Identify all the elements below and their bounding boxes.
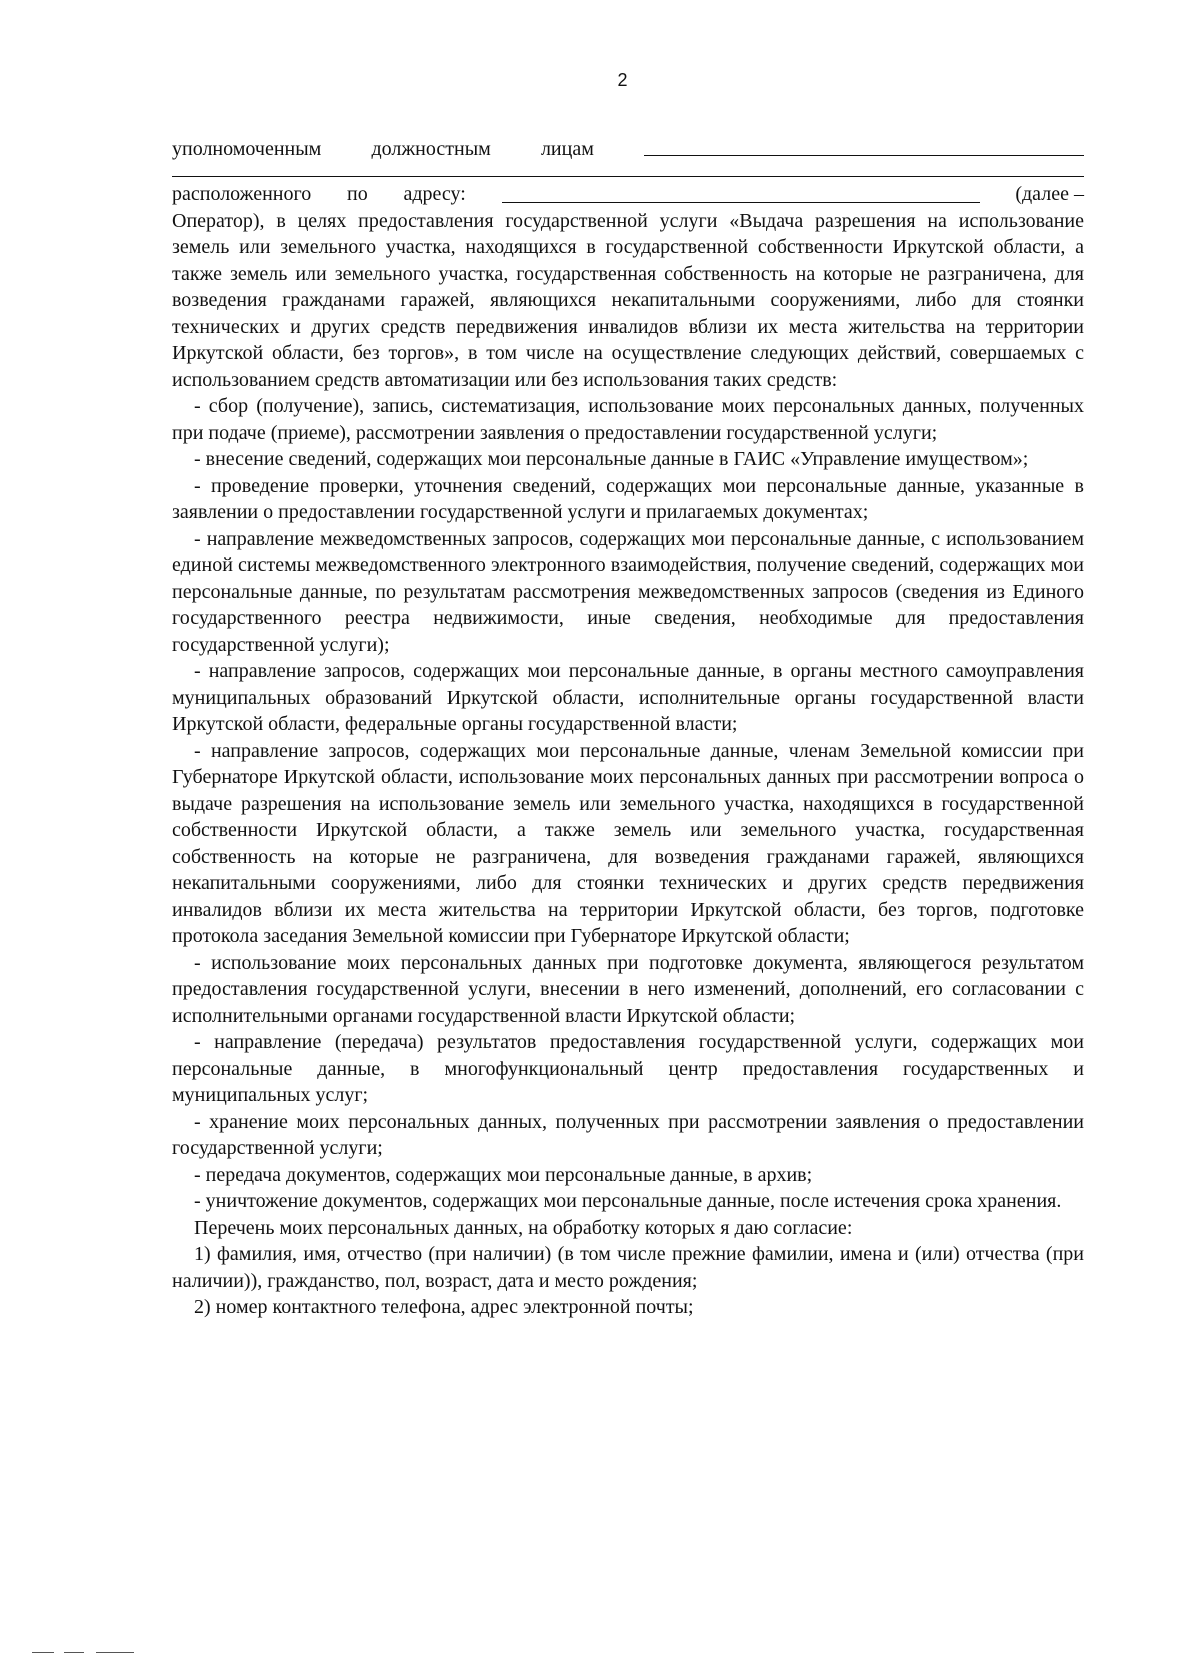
paragraph-destruction: - уничтожение документов, содержащих мои персональные данные, после истечения срока хранения. bbox=[194, 1190, 1062, 1212]
paragraph-mfc-transfer: - направление (передача) результатов предоставления государственной услуги, содержащих мои персональные данные, в многофункциональный центр предоставления государственных и муниципальных услуг; bbox=[172, 1031, 1084, 1106]
paragraph-data-item-1: 1) фамилия, имя, отчество (при наличии) (в том числе прежние фамилии, имена и (или) отчества (при наличии)), гражданство, пол, возраст, дата и место рождения; bbox=[172, 1243, 1084, 1292]
address-blank bbox=[502, 182, 980, 203]
address-label-2: по bbox=[346, 183, 368, 205]
header-word-1: уполномоченным bbox=[172, 137, 322, 160]
address-suffix: (далее – bbox=[1015, 183, 1084, 205]
paragraph-land-commission: - направление запросов, содержащих мои персональные данные, членам Земельной комиссии при Губернаторе Иркутской области, использование моих персональных данных при рассмотрении вопроса о выдаче разрешения на использование земель или земельного участка, находящихся в государственной собственности Иркутской области, а также земель или земельного участка, государственная собственность на которые не разграничена, для возведения гражданами гаражей, являющихся некапитальными сооружениями, либо для стоянки технических и других средств передвижения инвалидов вблизи их места жительства на территории Иркутской области, без торгов, подготовке протокола заседания Земельной комиссии при Губернаторе Иркутской области; bbox=[172, 739, 1084, 947]
paragraph-verification: - проведение проверки, уточнения сведений, содержащих мои персональные данные, указанные в заявлении о предоставлении государственной услуги и прилагаемых документах; bbox=[172, 474, 1084, 523]
paragraph-data-item-2: 2) номер контактного телефона, адрес электронной почты; bbox=[194, 1296, 694, 1318]
paragraph-gais-entry: - внесение сведений, содержащих мои персональные данные в ГАИС «Управление имуществом»; bbox=[194, 448, 1029, 470]
paragraph-data-list-heading: Перечень моих персональных данных, на обработку которых я даю согласие: bbox=[194, 1216, 853, 1239]
paragraph-authority-requests: - направление запросов, содержащих мои персональные данные, в органы местного самоуправления муниципальных образований Иркутской области, исполнительные органы государственной власти Иркутской области, федеральные органы государственной власти; bbox=[172, 660, 1084, 735]
authorized-persons-row bbox=[172, 130, 1084, 162]
paragraph-collection: - сбор (получение), запись, систематизация, использование моих персональных данных, полученных при подаче (приеме), рассмотрении заявления о предоставлении государственной услуги; bbox=[172, 395, 1084, 444]
operator-name-blank bbox=[644, 135, 1084, 156]
page-number: 2 bbox=[617, 70, 628, 90]
document-body bbox=[172, 130, 1084, 1321]
paragraph-result-document: - использование моих персональных данных при подготовке документа, являющегося результатом предоставления государственной услуги, внесении в него изменений, дополнений, его согласовании с исполнительными органами государственной власти Иркутской области; bbox=[172, 951, 1084, 1027]
address-row bbox=[172, 181, 1084, 208]
header-word-3: лицам bbox=[540, 137, 594, 160]
header-word-2: должностным bbox=[371, 137, 491, 160]
scan-artifact bbox=[32, 1652, 54, 1653]
address-label-3: адресу: bbox=[403, 183, 466, 205]
paragraph-interagency-requests: - направление межведомственных запросов, содержащих мои персональные данные, с использованием единой системы межведомственного электронного взаимодействия, получение сведений, содержащих мои персональные данные, по результатам рассмотрения межведомственных запросов (сведения из Единого государственного реестра недвижимости, иные сведения, необходимые для предоставления государственной услуги); bbox=[172, 527, 1084, 656]
address-label-1: расположенного bbox=[172, 183, 312, 205]
operator-name-blank-line bbox=[172, 162, 1084, 177]
scan-artifact bbox=[96, 1652, 134, 1653]
paragraph-storage: - хранение моих персональных данных, полученных при рассмотрении заявления о предоставлении государственной услуги; bbox=[172, 1110, 1084, 1159]
paragraph-archive: - передача документов, содержащих мои персональные данные, в архив; bbox=[194, 1163, 813, 1186]
scan-artifact bbox=[64, 1652, 84, 1653]
paragraph-operator-purpose: Оператор), в целях предоставления государственной услуги «Выдача разрешения на использование земель или земельного участка, находящихся в государственной собственности Иркутской области, а также земель или земельного участка, государственная собственность на которые не разграничена, для возведения гражданами гаражей, являющихся некапитальными сооружениями, либо для стоянки технических и других средств передвижения инвалидов вблизи их места жительства на территории Иркутской области, без торгов», в том числе на осуществление следующих действий, совершаемых с использованием средств автоматизации или без использования таких средств: bbox=[172, 209, 1084, 391]
